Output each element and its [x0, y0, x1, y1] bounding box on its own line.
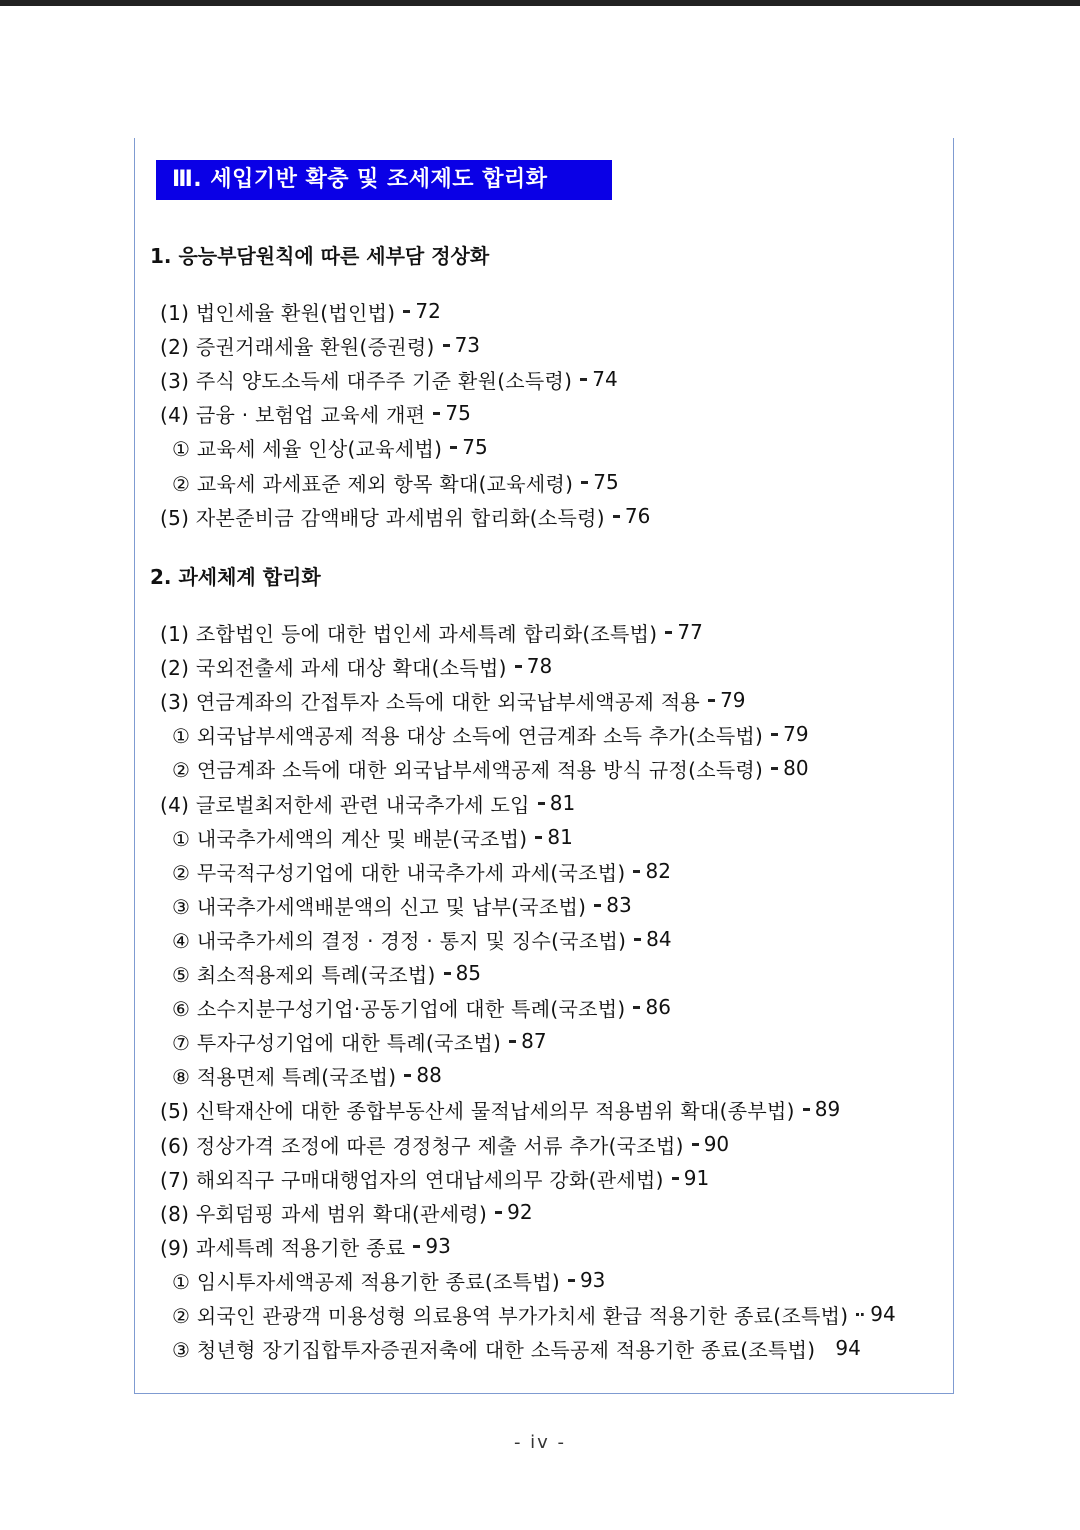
toc-entry-page: 94	[870, 1302, 896, 1326]
toc-entry-page: 80	[783, 756, 809, 780]
toc-entry-label: ② 연금계좌 소득에 대한 외국납부세액공제 적용 방식 규정(소득령)	[172, 757, 764, 782]
toc-leader-dots	[856, 1313, 864, 1316]
toc-entry-label: (4) 글로벌최저한세 관련 내국추가세 도입	[160, 792, 530, 817]
toc-entry-label: ① 교육세 세율 인상(교육세법)	[172, 436, 443, 461]
toc-entry-page: 72	[415, 299, 441, 323]
toc-entry-label: ③ 내국추가세액배분액의 신고 및 납부(국조법)	[172, 894, 587, 919]
toc-entry-label: (6) 정상가격 조정에 따른 경정청구 제출 서류 추가(국조법)	[160, 1133, 684, 1158]
toc-entry-page: 82	[645, 859, 671, 883]
section-title-1: 1. 응능부담원칙에 따른 세부담 정상화	[150, 244, 490, 268]
toc-entry-page: 75	[445, 401, 471, 425]
toc-entry-page: 91	[683, 1166, 710, 1190]
toc-entry-label: ⑦ 투자구성기업에 대한 특례(국조법)	[172, 1030, 502, 1055]
toc-entry-page: 83	[606, 893, 632, 917]
toc-entry-page: 89	[814, 1097, 841, 1121]
toc-entry-page: 74	[592, 367, 618, 391]
toc-entry-label: ⑤ 최소적용제외 특례(국조법)	[172, 962, 436, 987]
toc-entry-label: (9) 과세특례 적용기한 종료	[160, 1235, 406, 1260]
toc-entry-page: 75	[593, 470, 619, 494]
toc-entry-page: 81	[549, 791, 576, 815]
toc-entry-label: (7) 해외직구 구매대행업자의 연대납세의무 강화(관세법)	[160, 1167, 664, 1192]
toc-entry-page: 84	[646, 927, 672, 951]
toc-entry-label: ⑧ 적용면제 특례(국조법)	[172, 1064, 397, 1089]
toc-entry-label: ② 무국적구성기업에 대한 내국추가세 과세(국조법)	[172, 860, 626, 885]
toc-entry-label: (2) 국외전출세 과세 대상 확대(소득법)	[160, 655, 507, 680]
toc-entry-label: ③ 청년형 장기집합투자증권저축에 대한 소득공제 적용기한 종료(조특법)	[172, 1337, 816, 1362]
chapter-heading: Ⅲ. 세입기반 확충 및 조세제도 합리화	[156, 160, 612, 200]
toc-entry-label: ⑥ 소수지분구성기업·공동기업에 대한 특례(국조법)	[172, 996, 626, 1021]
toc-entry-page: 94	[835, 1336, 861, 1360]
toc-entry-page: 78	[526, 654, 553, 678]
toc-entry-label: (8) 우회덤핑 과세 범위 확대(관세령)	[160, 1201, 488, 1226]
toc-entry-label: (2) 증권거래세율 환원(증권령)	[160, 334, 435, 359]
toc-entry-label: ① 임시투자세액공제 적용기한 종료(조특법)	[172, 1269, 560, 1294]
toc-entry-page: 93	[425, 1234, 451, 1258]
toc-entry-page: 87	[521, 1029, 547, 1053]
toc-entry-page: 85	[455, 961, 482, 985]
toc-entry-page: 93	[579, 1268, 606, 1292]
toc-entry-label: ② 외국인 관광객 미용성형 의료용역 부가가치세 환급 적용기한 종료(조특법)	[172, 1303, 849, 1328]
section-title-2: 2. 과세체계 합리화	[150, 565, 321, 589]
toc-entry-page: 73	[454, 333, 481, 357]
toc-entry-page: 81	[547, 825, 573, 849]
toc-entry-label: ① 외국납부세액공제 적용 대상 소득에 연금계좌 소득 추가(소득법)	[172, 723, 764, 748]
toc-entry-label: (1) 법인세율 환원(법인법)	[160, 300, 396, 325]
toc-entry-page: 79	[720, 688, 746, 712]
toc-entry-label: (3) 연금계좌의 간접투자 소득에 대한 외국납부세액공제 적용	[160, 689, 701, 714]
toc-entry-label: (3) 주식 양도소득세 대주주 기준 환원(소득령)	[160, 368, 573, 393]
top-edge-bar	[0, 0, 1080, 6]
toc-entry-label: ① 내국추가세액의 계산 및 배분(국조법)	[172, 826, 528, 851]
toc-entry-label: (5) 신탁재산에 대한 종합부동산세 물적납세의무 적용범위 확대(종부법)	[160, 1098, 795, 1123]
toc-entry-page: 86	[645, 995, 671, 1019]
toc-entry-page: 76	[624, 504, 651, 528]
toc-entry-page: 77	[677, 620, 703, 644]
toc-entry-page: 79	[783, 722, 809, 746]
toc-entry-label: ④ 내국추가세의 결정 · 경정 · 통지 및 징수(국조법)	[172, 928, 627, 953]
toc-entry-page: 90	[703, 1132, 730, 1156]
page-number: - iv -	[513, 1432, 567, 1453]
toc-entry-label: ② 교육세 과세표준 제외 항목 확대(교육세령)	[172, 471, 574, 496]
toc-entry-label: (4) 금융 · 보험업 교육세 개편	[160, 402, 426, 427]
toc-entry-label: (1) 조합법인 등에 대한 법인세 과세특례 합리화(조특법)	[160, 621, 658, 646]
toc-entry-page: 92	[507, 1200, 533, 1224]
toc-entry-label: (5) 자본준비금 감액배당 과세범위 합리화(소득령)	[160, 505, 605, 530]
toc-entry-page: 75	[462, 435, 488, 459]
toc-entry-page: 88	[416, 1063, 442, 1087]
